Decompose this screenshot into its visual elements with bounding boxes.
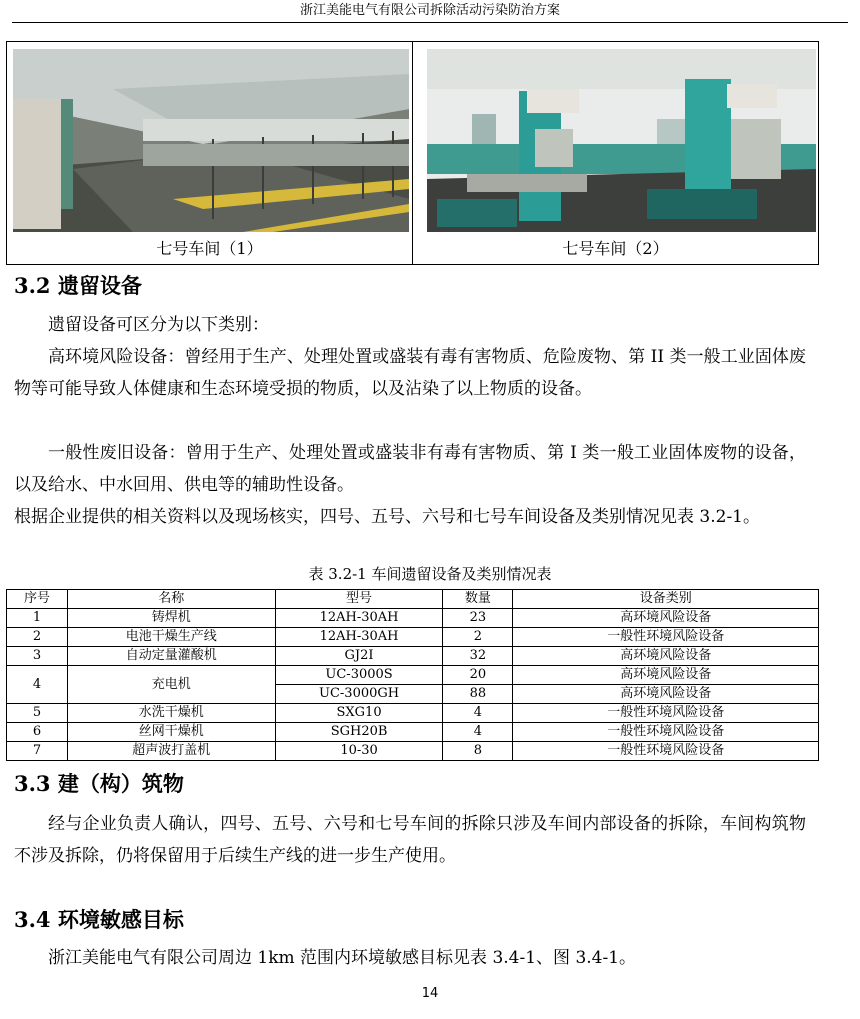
- cell-category: 一般性环境风险设备: [513, 723, 819, 742]
- table-row: [7, 647, 819, 666]
- cell-qty: 2: [443, 628, 513, 647]
- cell-model: UC-3000S: [275, 666, 443, 685]
- paragraph-buildings: 经与企业负责人确认，四号、五号、六号和七号车间的拆除只涉及车间内部设备的拆除，车间构筑物不涉及拆除，仍将保留用于后续生产线的进一步生产使用。: [14, 814, 806, 866]
- cell-category: 一般性环境风险设备: [513, 704, 819, 723]
- table-row: [7, 723, 819, 742]
- cell-name: 丝网干燥机: [67, 723, 275, 742]
- paragraph-general-equipment: 一般性废旧设备：曾用于生产、处理处置或盛装非有毒有害物质、第 I 类一般工业固体废物的设备，以及给水、中水回用、供电等的辅助性设备。: [14, 443, 806, 495]
- photo-table: [6, 41, 819, 265]
- cell-model: 12AH-30AH: [275, 628, 443, 647]
- table-row: [7, 666, 819, 685]
- col-header-qty: 数量: [443, 590, 513, 609]
- cell-model: 12AH-30AH: [275, 609, 443, 628]
- cell-name: 超声波打盖机: [67, 742, 275, 761]
- equipment-table: [6, 589, 819, 761]
- table-header-row: [7, 590, 819, 609]
- photo-cell-2: [413, 42, 818, 264]
- table-row: [7, 742, 819, 761]
- section-heading-3-3: 3.3 建（构）筑物: [14, 771, 184, 796]
- cell-category: 高环境风险设备: [513, 647, 819, 666]
- paragraph-categories-intro: 遗留设备可区分为以下类别：: [48, 315, 269, 335]
- cell-model: SXG10: [275, 704, 443, 723]
- cell-no: 4: [7, 666, 68, 704]
- cell-category: 一般性环境风险设备: [513, 742, 819, 761]
- cell-no: 6: [7, 723, 68, 742]
- photo-caption-1: 七号车间（1）: [156, 239, 263, 258]
- cell-qty: 23: [443, 609, 513, 628]
- col-header-category: 设备类别: [513, 590, 819, 609]
- cell-model: 10-30: [275, 742, 443, 761]
- paragraph-high-risk-equipment: 高环境风险设备：曾经用于生产、处理处置或盛装有毒有害物质、危险废物、第 II 类一般工业固体废物等可能导致人体健康和生态环境受损的物质，以及沾染了以上物质的设备。: [14, 347, 806, 399]
- cell-no: 1: [7, 609, 68, 628]
- cell-name: 水洗干燥机: [67, 704, 275, 723]
- cell-category: 高环境风险设备: [513, 666, 819, 685]
- page-number: 14: [421, 986, 439, 1001]
- cell-qty: 88: [443, 685, 513, 704]
- cell-qty: 4: [443, 723, 513, 742]
- col-header-name: 名称: [67, 590, 275, 609]
- cell-no: 3: [7, 647, 68, 666]
- cell-name: 铸焊机: [67, 609, 275, 628]
- cell-model: UC-3000GH: [275, 685, 443, 704]
- photo-cell-1: [7, 42, 413, 264]
- table-row: [7, 704, 819, 723]
- cell-no: 5: [7, 704, 68, 723]
- col-header-no: 序号: [7, 590, 68, 609]
- col-header-model: 型号: [275, 590, 443, 609]
- cell-qty: 8: [443, 742, 513, 761]
- cell-name: 自动定量灌酸机: [67, 647, 275, 666]
- cell-name: 电池干燥生产线: [67, 628, 275, 647]
- workshop-photo-2: [427, 49, 816, 232]
- cell-model: SGH20B: [275, 723, 443, 742]
- workshop-photo-1: [13, 49, 409, 232]
- section-heading-3-2: 3.2 遗留设备: [14, 273, 142, 298]
- cell-category: 高环境风险设备: [513, 685, 819, 704]
- section-heading-3-4: 3.4 环境敏感目标: [14, 907, 184, 932]
- cell-model: GJ2I: [275, 647, 443, 666]
- cell-name: 充电机: [67, 666, 275, 704]
- header-rule: [12, 22, 848, 23]
- photo-caption-2: 七号车间（2）: [562, 239, 669, 258]
- cell-qty: 32: [443, 647, 513, 666]
- cell-category: 一般性环境风险设备: [513, 628, 819, 647]
- page-header: 浙江美能电气有限公司拆除活动污染防治方案: [299, 3, 560, 18]
- cell-qty: 20: [443, 666, 513, 685]
- cell-no: 7: [7, 742, 68, 761]
- paragraph-sensitive-targets: 浙江美能电气有限公司周边 1km 范围内环境敏感目标见表 3.4-1、图 3.4-1。: [48, 948, 637, 968]
- table-row: [7, 609, 819, 628]
- cell-qty: 4: [443, 704, 513, 723]
- cell-no: 2: [7, 628, 68, 647]
- paragraph-table-reference: 根据企业提供的相关资料以及现场核实，四号、五号、六号和七号车间设备及类别情况见表 3.2-1。: [14, 507, 760, 527]
- table-row: [7, 628, 819, 647]
- cell-category: 高环境风险设备: [513, 609, 819, 628]
- table-title: 表 3.2-1 车间遗留设备及类别情况表: [308, 565, 552, 583]
